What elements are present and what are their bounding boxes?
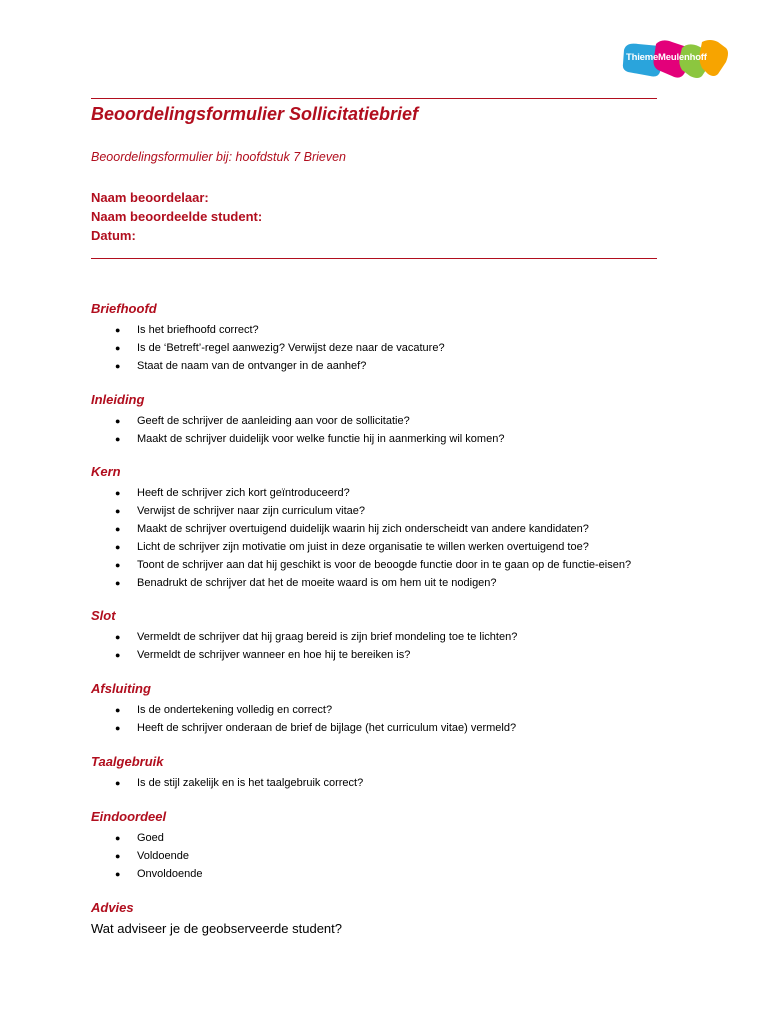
criteria-list: [91, 321, 445, 375]
list-item: ● Licht de schrijver zijn motivatie om juist in deze organisatie te willen werken overtuigend toe?: [91, 538, 631, 556]
section-inleiding: [91, 391, 504, 448]
list-item: ● Maakt de schrijver duidelijk voor welke functie hij in aanmerking wil komen?: [91, 430, 504, 448]
criteria-list: [91, 701, 516, 737]
bullet-icon: ●: [115, 506, 121, 516]
list-item: ● Is de stijl zakelijk en is het taalgebruik correct?: [91, 774, 363, 792]
bullet-icon: ●: [115, 343, 121, 353]
section-title: Briefhoofd: [91, 301, 157, 316]
list-item: ● Is het briefhoofd correct?: [91, 321, 445, 339]
criteria-list: [91, 628, 517, 664]
page-subtitle: Beoordelingsformulier bij: hoofdstuk 7 Brieven: [91, 150, 346, 164]
list-item: ● Heeft de schrijver onderaan de brief de bijlage (het curriculum vitae) vermeld?: [91, 719, 516, 737]
thiememeulenhoff-logo: [620, 38, 730, 82]
list-item: ● Onvoldoende: [91, 865, 202, 883]
section-advies: [91, 899, 342, 938]
list-item: ● Verwijst de schrijver naar zijn curriculum vitae?: [91, 502, 631, 520]
bullet-icon: ●: [115, 361, 121, 371]
list-item: ● Is de ondertekening volledig en correct?: [91, 701, 516, 719]
list-item: ● Heeft de schrijver zich kort geïntroduceerd?: [91, 484, 631, 502]
section-afsluiting: [91, 680, 516, 737]
advies-question: Wat adviseer je de geobserveerde student?: [91, 921, 343, 936]
list-item: ● Voldoende: [91, 847, 202, 865]
list-item: ● Goed: [91, 829, 202, 847]
bullet-icon: ●: [115, 416, 121, 426]
student-name-label: Naam beoordeelde student:: [91, 209, 263, 224]
section-title: Advies: [91, 900, 134, 915]
bullet-icon: ●: [115, 560, 121, 570]
section-taalgebruik: [91, 753, 363, 792]
section-slot: [91, 607, 517, 664]
date-label: Datum:: [91, 228, 136, 243]
list-item: ● Is de ‘Betreft’-regel aanwezig? Verwijst deze naar de vacature?: [91, 339, 445, 357]
bullet-icon: ●: [115, 632, 121, 642]
bullet-icon: ●: [115, 833, 121, 843]
list-item: ● Vermeldt de schrijver wanneer en hoe hij te bereiken is?: [91, 646, 517, 664]
bullet-icon: ●: [115, 869, 121, 879]
section-title: Eindoordeel: [91, 809, 167, 824]
criteria-list: [91, 774, 363, 792]
meta-divider: [91, 258, 657, 259]
bullet-icon: ●: [115, 488, 121, 498]
list-item: ● Toont de schrijver aan dat hij geschikt is voor de beoogde functie door in te gaan op de functie-eisen?: [91, 556, 631, 574]
section-title: Kern: [91, 464, 121, 479]
assessor-name-label: Naam beoordelaar:: [91, 190, 209, 205]
meta-fields: [91, 188, 262, 245]
top-divider: [91, 98, 657, 99]
criteria-list: [91, 412, 504, 448]
list-item: ● Maakt de schrijver overtuigend duidelijk waarin hij zich onderscheidt van andere kandidaten?: [91, 520, 631, 538]
bullet-icon: ●: [115, 578, 121, 588]
bullet-icon: ●: [115, 705, 121, 715]
section-briefhoofd: [91, 300, 445, 375]
bullet-icon: ●: [115, 650, 121, 660]
criteria-list: [91, 829, 202, 883]
list-item: ● Vermeldt de schrijver dat hij graag bereid is zijn brief mondeling toe te lichten?: [91, 628, 517, 646]
bullet-icon: ●: [115, 434, 121, 444]
section-title: Slot: [91, 608, 116, 623]
bullet-icon: ●: [115, 524, 121, 534]
list-item: ● Benadrukt de schrijver dat het de moeite waard is om hem uit te nodigen?: [91, 574, 631, 592]
section-title: Taalgebruik: [91, 754, 164, 769]
bullet-icon: ●: [115, 542, 121, 552]
section-title: Inleiding: [91, 392, 145, 407]
criteria-list: [91, 484, 631, 592]
page-title: Beoordelingsformulier Sollicitatiebrief: [91, 104, 419, 124]
section-eindoordeel: [91, 808, 202, 883]
list-item: ● Staat de naam van de ontvanger in de aanhef?: [91, 357, 445, 375]
list-item: ● Geeft de schrijver de aanleiding aan voor de sollicitatie?: [91, 412, 504, 430]
bullet-icon: ●: [115, 325, 121, 335]
section-title: Afsluiting: [91, 681, 151, 696]
bullet-icon: ●: [115, 723, 121, 733]
bullet-icon: ●: [115, 778, 121, 788]
section-kern: [91, 463, 631, 592]
logo-text: ThiemeMeulenhoff: [626, 52, 707, 63]
bullet-icon: ●: [115, 851, 121, 861]
